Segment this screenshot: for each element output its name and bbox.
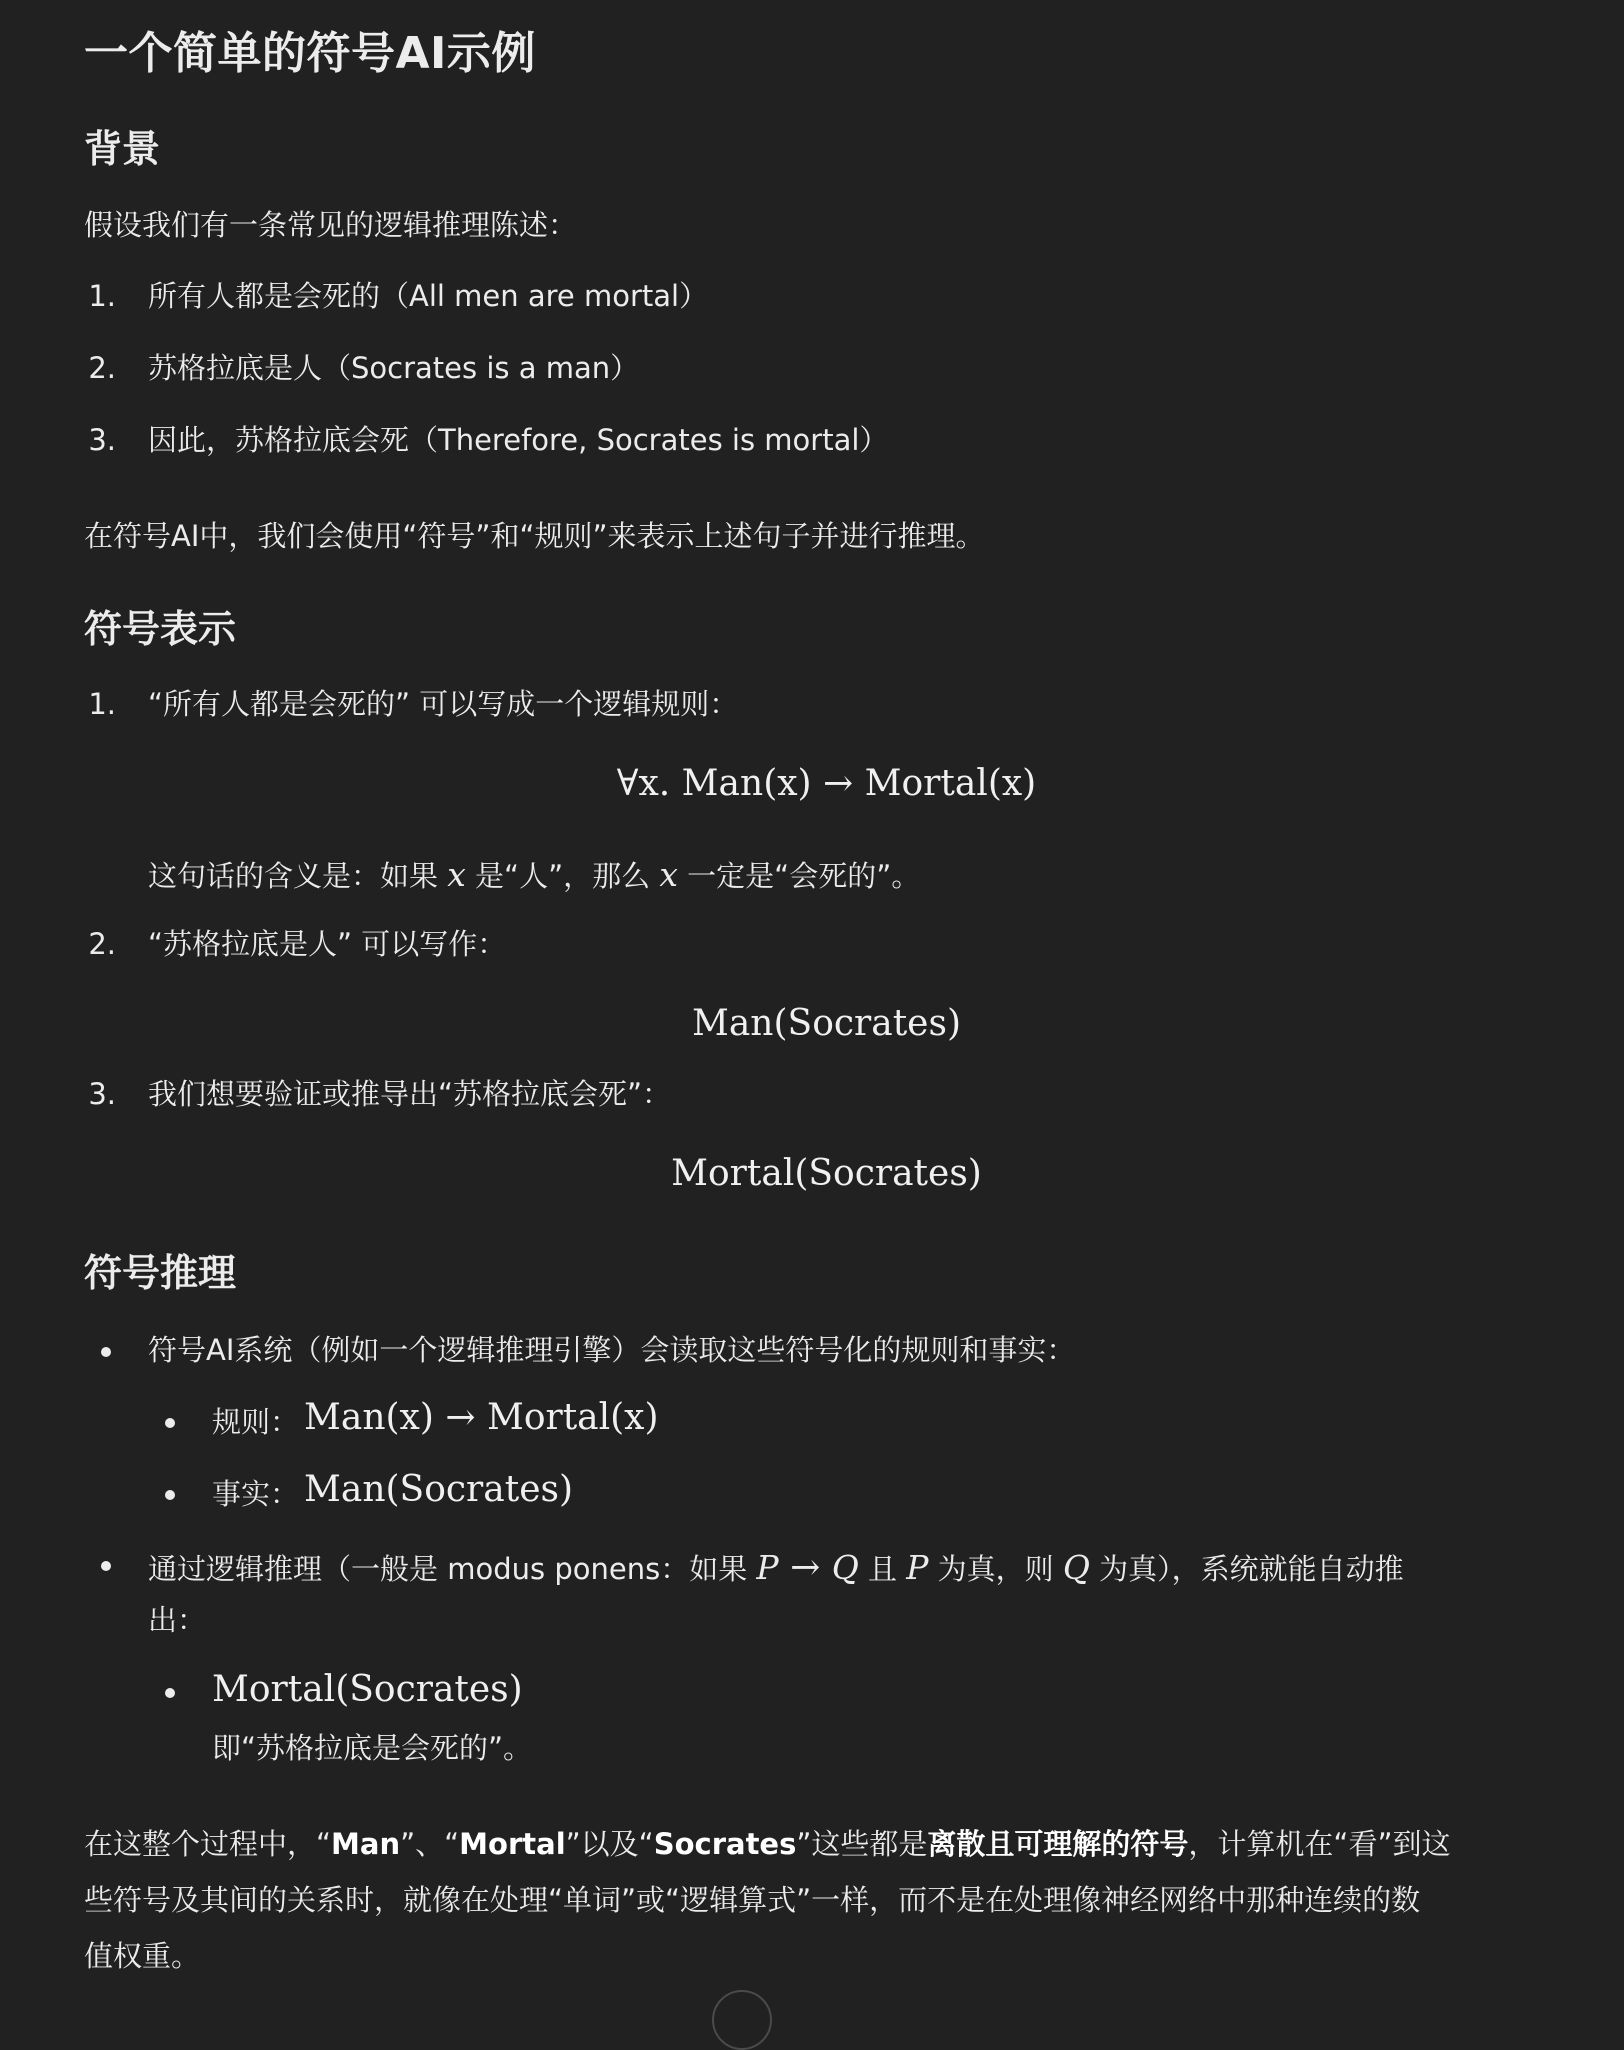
list-item-text: 所有人都是会死的（All men are mortal） — [148, 279, 709, 313]
rule-formula: Man(x) → Mortal(x) — [304, 1397, 659, 1438]
list-item-text: “所有人都是会死的” 可以写成一个逻辑规则： — [148, 687, 739, 721]
formula-goal: Mortal(Socrates) — [671, 1153, 982, 1194]
section-heading-background: 背景 — [84, 127, 161, 171]
list-number: 2. — [88, 351, 116, 385]
list-item-text: 符号AI系统（例如一个逻辑推理引擎）会读取这些符号化的规则和事实： — [148, 1333, 1076, 1367]
list-item-text: 因此，苏格拉底会死（Therefore, Socrates is mortal） — [148, 423, 889, 457]
formula-explanation: 这句话的含义是：如果 x 是“人”，那么 x 一定是“会死的”。 — [148, 855, 921, 894]
list-number: 3. — [88, 423, 116, 457]
formula-universal-rule: ∀x. Man(x) → Mortal(x) — [616, 763, 1037, 804]
conclusion-note: 即“苏格拉底是会死的”。 — [212, 1731, 533, 1765]
bullet-icon — [165, 1688, 175, 1698]
fact-formula: Man(Socrates) — [304, 1469, 574, 1510]
background-intro: 假设我们有一条常见的逻辑推理陈述： — [84, 208, 578, 242]
list-number: 1. — [88, 279, 116, 313]
list-number: 3. — [88, 1077, 116, 1111]
scroll-down-button[interactable] — [712, 1990, 772, 2050]
list-number: 1. — [88, 687, 116, 721]
page-title: 一个简单的符号AI示例 — [84, 28, 536, 79]
section-heading-representation: 符号表示 — [84, 607, 237, 651]
variable-x: x — [659, 855, 678, 894]
formula-fact: Man(Socrates) — [691, 1003, 961, 1044]
conclusion-formula: Mortal(Socrates) — [212, 1669, 523, 1710]
list-item-text: 我们想要验证或推导出“苏格拉底会死”： — [148, 1077, 672, 1111]
list-item-text: “苏格拉底是人” 可以写作： — [148, 927, 507, 961]
closing-paragraph-line-3: 值权重。 — [84, 1939, 201, 1973]
bullet-icon — [165, 1418, 175, 1428]
rule-label: 规则： — [212, 1405, 300, 1439]
list-item-text-continued: 出： — [148, 1603, 207, 1637]
list-item-text: 苏格拉底是人（Socrates is a man） — [148, 351, 640, 385]
bullet-icon — [101, 1561, 111, 1571]
bullet-icon — [165, 1490, 175, 1500]
background-outro: 在符号AI中，我们会使用“符号”和“规则”来表示上述句子并进行推理。 — [84, 519, 985, 553]
bullet-icon — [101, 1347, 111, 1357]
fact-label: 事实： — [212, 1477, 300, 1511]
section-heading-reasoning: 符号推理 — [84, 1251, 237, 1295]
variable-x: x — [447, 855, 466, 894]
closing-paragraph-line-2: 些符号及其间的关系时，就像在处理“单词”或“逻辑算式”一样，而不是在处理像神经网络中那种连续的数 — [84, 1883, 1421, 1917]
list-item-text: 通过逻辑推理（一般是 modus ponens：如果 P → Q 且 P 为真，则 Q 为真），系统就能自动推 — [148, 1547, 1404, 1588]
list-number: 2. — [88, 927, 116, 961]
closing-paragraph-line-1: 在这整个过程中，“Man”、“Mortal”以及“Socrates”这些都是离散且可理解的符号，计算机在“看”到这 — [84, 1827, 1451, 1861]
